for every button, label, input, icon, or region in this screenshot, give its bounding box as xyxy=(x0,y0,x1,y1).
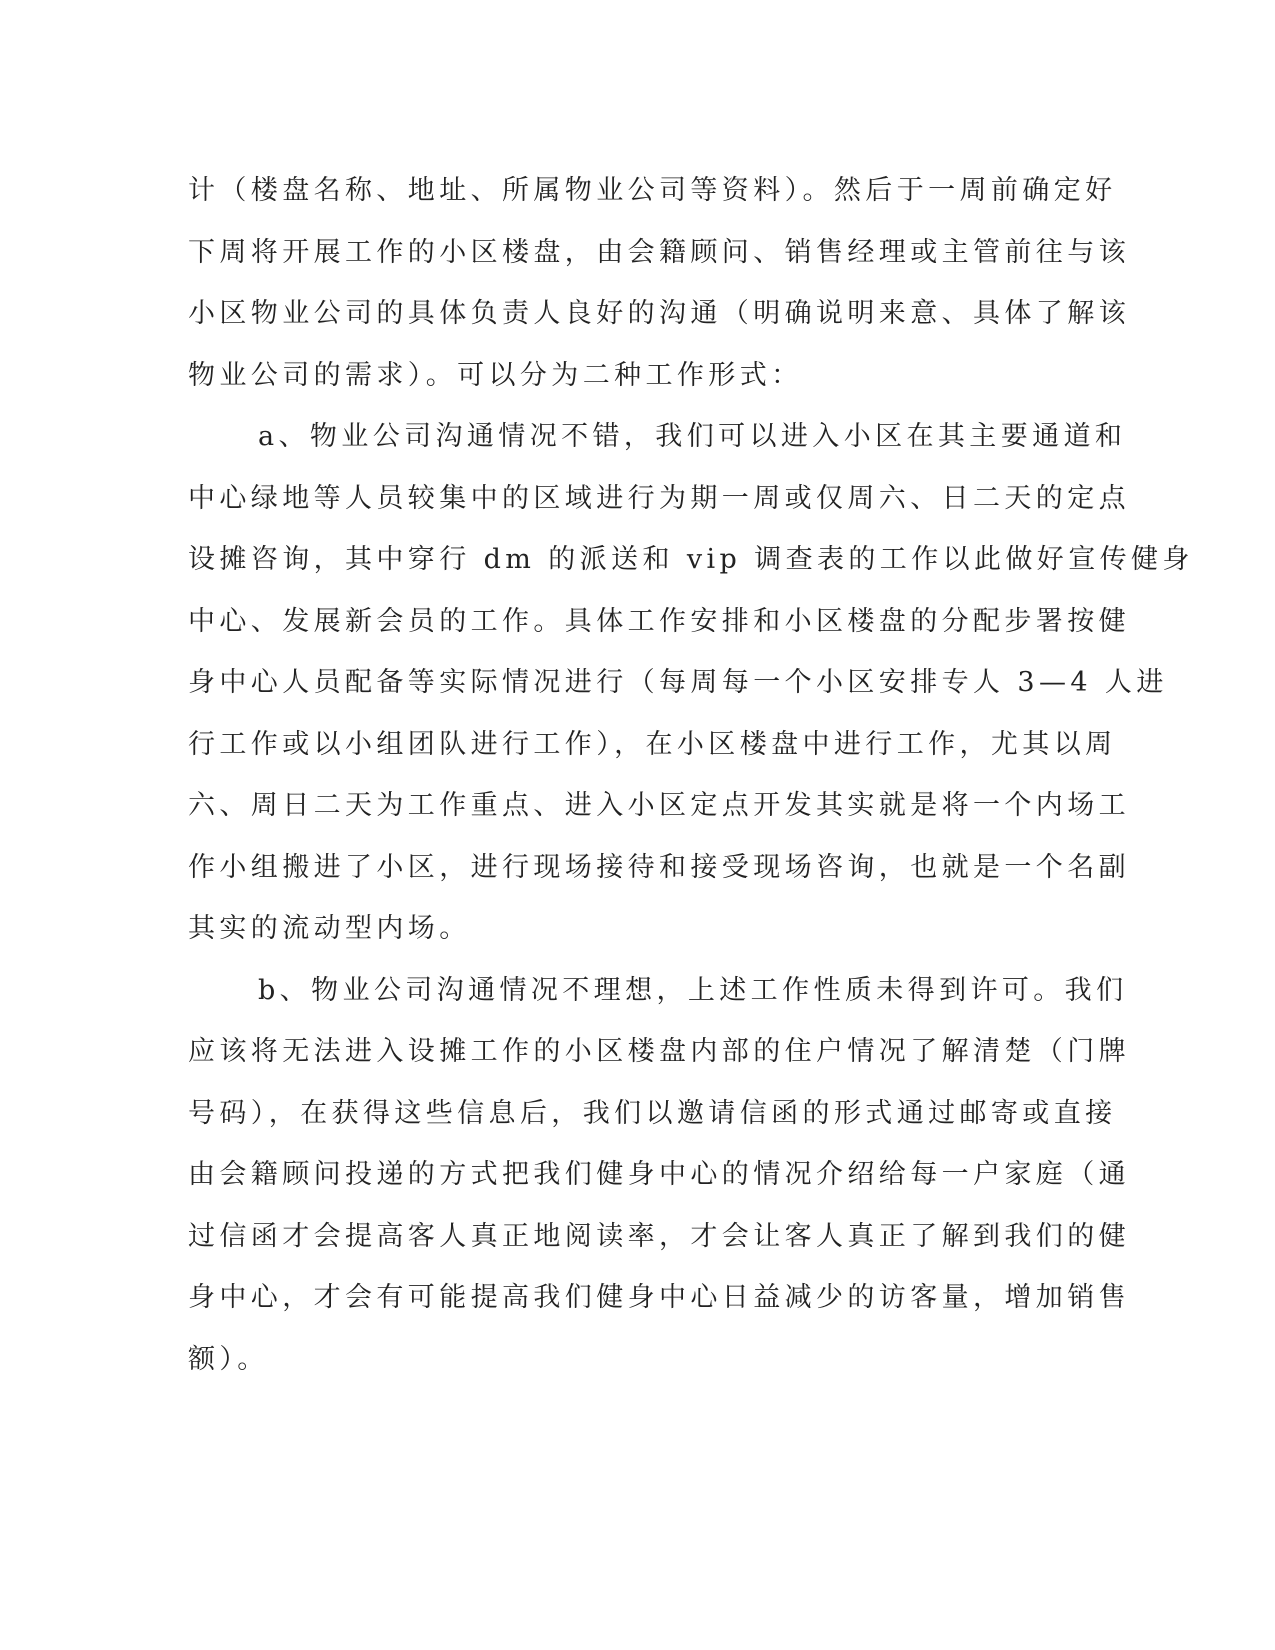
text-line: 由会籍顾问投递的方式把我们健身中心的情况介绍给每一户家庭（通 xyxy=(188,1159,1130,1190)
paragraph-option-b xyxy=(188,960,1130,1391)
text-line: 身中心人员配备等实际情况进行（每周每一个小区安排专人 3—4 人进 xyxy=(188,667,1168,698)
paragraph-option-a xyxy=(188,406,1194,960)
text-line: 号码），在获得这些信息后，我们以邀请信函的形式通过邮寄或直接 xyxy=(188,1097,1117,1129)
text-line: 小区物业公司的具体负责人良好的沟通（明确说明来意、具体了解该 xyxy=(188,298,1130,329)
text-line: 物业公司的需求）。可以分为二种工作形式： xyxy=(188,359,803,391)
text-line: 其实的流动型内场。 xyxy=(188,913,471,944)
text-line: 中心、发展新会员的工作。具体工作安排和小区楼盘的分配步署按健 xyxy=(188,605,1130,637)
text-line: 设摊咨询，其中穿行 dm 的派送和 vip 调查表的工作以此做好宣传健身 xyxy=(188,544,1194,575)
text-line: 行工作或以小组团队进行工作），在小区楼盘中进行工作，尤其以周 xyxy=(188,728,1117,760)
document-body xyxy=(188,160,1194,1390)
text-line: a、物业公司沟通情况不错，我们可以进入小区在其主要通道和 xyxy=(258,421,1127,452)
text-line: 六、周日二天为工作重点、进入小区定点开发其实就是将一个内场工 xyxy=(188,790,1130,821)
text-line: 身中心，才会有可能提高我们健身中心日益减少的访客量，增加销售 xyxy=(188,1282,1130,1313)
text-line: b、物业公司沟通情况不理想，上述工作性质未得到许可。我们 xyxy=(258,974,1128,1006)
text-line: 计（楼盘名称、地址、所属物业公司等资料）。然后于一周前确定好 xyxy=(188,175,1117,206)
text-line: 中心绿地等人员较集中的区域进行为期一周或仅周六、日二天的定点 xyxy=(188,482,1130,514)
text-line: 应该将无法进入设摊工作的小区楼盘内部的住户情况了解清楚（门牌 xyxy=(188,1036,1130,1067)
text-line: 额）。 xyxy=(188,1343,269,1375)
text-line: 作小组搬进了小区，进行现场接待和接受现场咨询，也就是一个名副 xyxy=(188,851,1130,883)
text-line: 过信函才会提高客人真正地阅读率，才会让客人真正了解到我们的健 xyxy=(188,1220,1130,1252)
paragraph-intro xyxy=(188,160,1130,406)
text-line: 下周将开展工作的小区楼盘，由会籍顾问、销售经理或主管前往与该 xyxy=(188,236,1130,268)
